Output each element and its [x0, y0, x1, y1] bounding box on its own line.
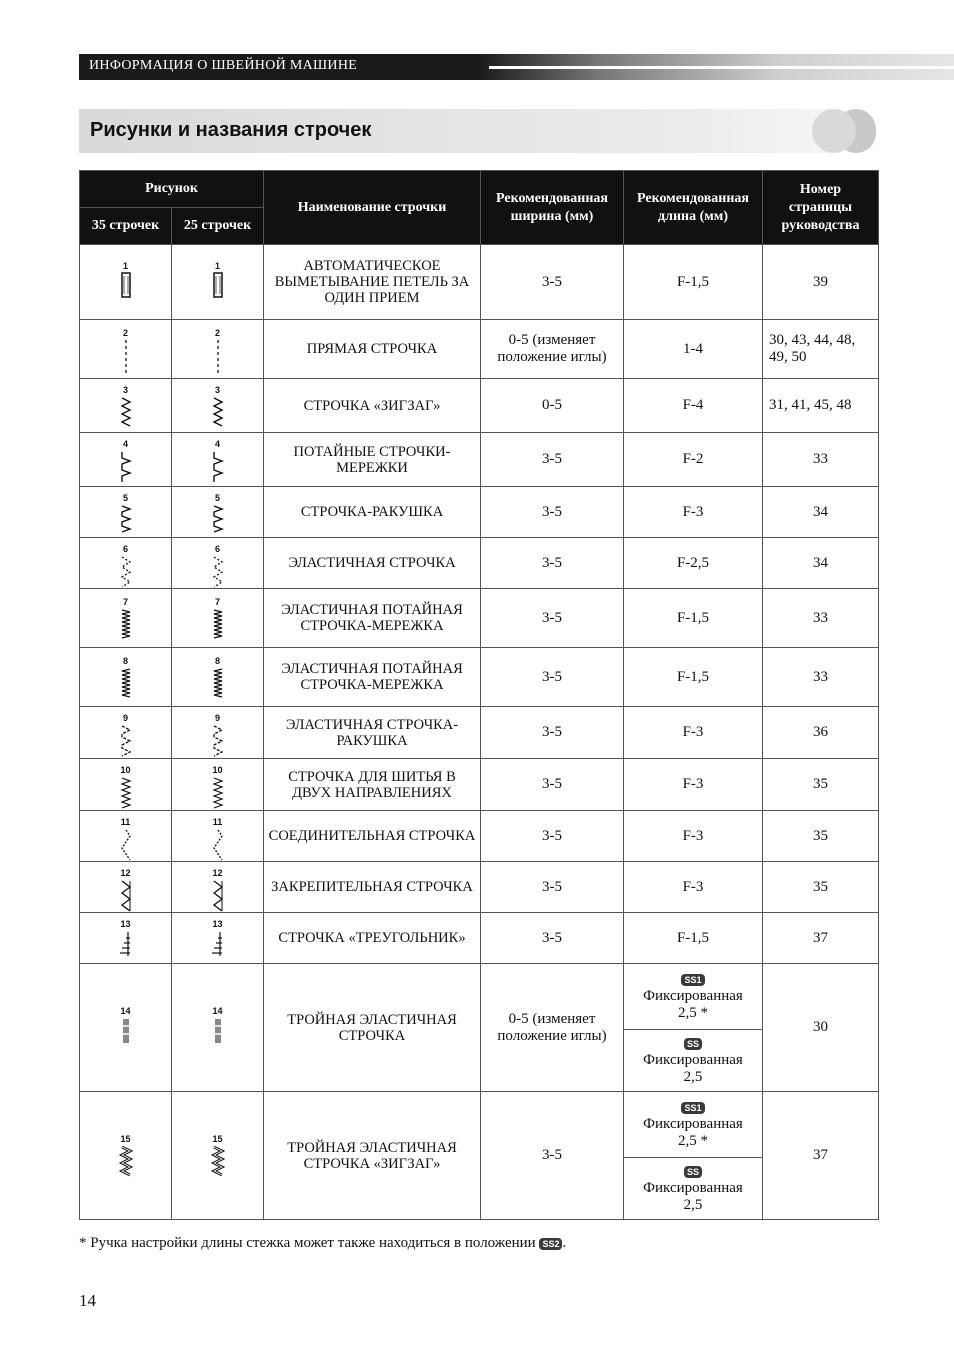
manual-page: 35 — [763, 862, 879, 913]
recommended-length: F-1,5 — [624, 245, 763, 320]
recommended-width: 3-5 — [481, 538, 624, 589]
stitch-number: 10 — [120, 765, 131, 775]
recommended-width: 0-5 (изменяет положение иглы) — [481, 964, 624, 1092]
recommended-width: 3-5 — [481, 759, 624, 811]
recommended-length-ss1 — [624, 964, 763, 1030]
stitch-picture-25 — [172, 379, 264, 433]
manual-page: 37 — [763, 913, 879, 964]
recommended-length: F-1,5 — [624, 589, 763, 648]
recommended-width: 3-5 — [481, 1092, 624, 1220]
fixed-length: Фиксированная 2,5 — [643, 1052, 743, 1085]
stitch-name: ЭЛАСТИЧНАЯ СТРОЧКА-РАКУШКА — [264, 707, 481, 759]
stitch-number: 3 — [214, 385, 220, 395]
stitch-number: 7 — [122, 597, 128, 607]
fixed-length: Фиксированная 2,5 — [643, 1180, 743, 1213]
recommended-width: 3-5 — [481, 487, 624, 538]
recommended-width: 0-5 (изменяет положение иглы) — [481, 320, 624, 379]
recommended-width: 3-5 — [481, 811, 624, 862]
stitch-number: 7 — [214, 597, 220, 607]
table-row — [80, 648, 879, 707]
stitch-number: 8 — [214, 656, 220, 666]
stitch-number: 6 — [122, 544, 128, 554]
header-rule — [489, 66, 954, 69]
manual-page: 34 — [763, 538, 879, 589]
stitch-number: 9 — [214, 713, 220, 723]
stitch-name: ЭЛАСТИЧНАЯ ПОТАЙНАЯ СТРОЧКА-МЕРЕЖКА — [264, 648, 481, 707]
stitch-number: 12 — [120, 868, 131, 878]
stitch-picture-35 — [80, 964, 172, 1092]
fixed-length: Фиксированная 2,5 * — [643, 1116, 743, 1149]
stitch-picture-25 — [172, 862, 264, 913]
stitch-name: СОЕДИНИТЕЛЬНАЯ СТРОЧКА — [264, 811, 481, 862]
stitch-name: СТРОЧКА «ТРЕУГОЛЬНИК» — [264, 913, 481, 964]
stitch-picture-25 — [172, 538, 264, 589]
header-length: Рекомендованная длина (мм) — [624, 171, 763, 245]
title-bar-decoration — [812, 109, 856, 153]
straight-stitch-icon — [211, 339, 225, 380]
stitch-picture-35 — [80, 648, 172, 707]
elastic-blind-hem-2-icon — [119, 667, 133, 708]
table-row — [80, 811, 879, 862]
section-header-band — [79, 54, 954, 80]
table-row — [80, 320, 879, 379]
header-page: Номер страницы руководства — [763, 171, 879, 245]
recommended-length: F-3 — [624, 707, 763, 759]
manual-page: 34 — [763, 487, 879, 538]
table-row — [80, 1092, 879, 1158]
stitch-number: 5 — [214, 493, 220, 503]
manual-page: 33 — [763, 589, 879, 648]
manual-page: 33 — [763, 648, 879, 707]
stitch-number: 1 — [122, 261, 128, 271]
manual-page: 30, 43, 44, 48, 49, 50 — [763, 320, 879, 379]
header-width: Рекомендованная ширина (мм) — [481, 171, 624, 245]
stitch-number: 13 — [120, 919, 131, 929]
recommended-length: F-3 — [624, 811, 763, 862]
elastic-blind-hem-icon — [119, 608, 133, 649]
header-picture: Рисунок — [80, 171, 264, 208]
triple-stretch-icon — [211, 1017, 225, 1058]
stitch-number: 5 — [122, 493, 128, 503]
stitch-picture-35 — [80, 433, 172, 487]
stitch-picture-35 — [80, 589, 172, 648]
stitch-number: 11 — [212, 817, 223, 827]
stitch-name: ТРОЙНАЯ ЭЛАСТИЧНАЯ СТРОЧКА — [264, 964, 481, 1092]
manual-page: 37 — [763, 1092, 879, 1220]
stitch-picture-25 — [172, 589, 264, 648]
recommended-width: 3-5 — [481, 589, 624, 648]
footnote-text: * Ручка настройки длины стежка может также находиться в положении — [79, 1235, 536, 1251]
elastic-blind-hem-2-icon — [211, 667, 225, 708]
ss1-badge: SS1 — [681, 974, 704, 986]
triple-zigzag-icon — [211, 1145, 225, 1186]
triple-zigzag-icon — [119, 1145, 133, 1186]
recommended-length-ss1 — [624, 1092, 763, 1158]
stitch-picture-35 — [80, 538, 172, 589]
stitch-picture-35 — [80, 862, 172, 913]
stitch-number: 4 — [122, 439, 128, 449]
fixed-length: Фиксированная 2,5 * — [643, 988, 743, 1021]
ss-badge: SS — [684, 1166, 702, 1178]
section-label: ИНФОРМАЦИЯ О ШВЕЙНОЙ МАШИНЕ — [89, 58, 358, 73]
stitch-picture-25 — [172, 487, 264, 538]
stitch-number: 10 — [212, 765, 223, 775]
stitch-picture-35 — [80, 759, 172, 811]
stitch-number: 9 — [122, 713, 128, 723]
stitch-number: 13 — [212, 919, 223, 929]
recommended-width: 3-5 — [481, 648, 624, 707]
stitch-number: 6 — [214, 544, 220, 554]
triple-stretch-icon — [119, 1017, 133, 1058]
table-row — [80, 433, 879, 487]
manual-page: 33 — [763, 433, 879, 487]
table-row — [80, 379, 879, 433]
stitch-number: 2 — [214, 328, 220, 338]
blind-hem-icon — [119, 450, 133, 491]
stitch-picture-35 — [80, 245, 172, 320]
stitch-picture-25 — [172, 811, 264, 862]
table-row — [80, 487, 879, 538]
table-row — [80, 589, 879, 648]
elastic-blind-hem-icon — [211, 608, 225, 649]
stitch-name: ЭЛАСТИЧНАЯ ПОТАЙНАЯ СТРОЧКА-МЕРЕЖКА — [264, 589, 481, 648]
recommended-length: F-2,5 — [624, 538, 763, 589]
manual-page: 31, 41, 45, 48 — [763, 379, 879, 433]
blind-hem-icon — [211, 450, 225, 491]
stitch-number: 4 — [214, 439, 220, 449]
stitch-picture-25 — [172, 433, 264, 487]
recommended-length-ss — [624, 1030, 763, 1092]
stitch-picture-25 — [172, 913, 264, 964]
manual-page: 39 — [763, 245, 879, 320]
stitch-number: 15 — [120, 1134, 131, 1144]
buttonhole-icon — [211, 272, 225, 313]
table-row — [80, 538, 879, 589]
stitch-name: СТРОЧКА ДЛЯ ШИТЬЯ В ДВУХ НАПРАВЛЕНИЯХ — [264, 759, 481, 811]
stitch-number: 8 — [122, 656, 128, 666]
stitch-number: 15 — [212, 1134, 223, 1144]
table-row — [80, 913, 879, 964]
ss1-badge: SS1 — [681, 1102, 704, 1114]
stitch-name: ПОТАЙНЫЕ СТРОЧКИ-МЕРЕЖКИ — [264, 433, 481, 487]
page-title: Рисунки и названия строчек — [90, 119, 372, 141]
stitch-picture-35 — [80, 811, 172, 862]
header-25: 25 строчек — [172, 208, 264, 245]
recommended-width: 0-5 — [481, 379, 624, 433]
recommended-length: F-2 — [624, 433, 763, 487]
stitch-picture-25 — [172, 759, 264, 811]
stitch-picture-25 — [172, 707, 264, 759]
recommended-length: F-1,5 — [624, 913, 763, 964]
header-name: Наименование строчки — [264, 171, 481, 245]
stitch-table — [79, 170, 879, 1220]
manual-page: 35 — [763, 811, 879, 862]
stitch-picture-25 — [172, 648, 264, 707]
recommended-width: 3-5 — [481, 245, 624, 320]
recommended-length: F-3 — [624, 487, 763, 538]
stitch-picture-35 — [80, 1092, 172, 1220]
table-row — [80, 759, 879, 811]
ss2-badge: SS2 — [539, 1238, 562, 1250]
recommended-width: 3-5 — [481, 862, 624, 913]
table-row — [80, 964, 879, 1030]
stitch-name: ТРОЙНАЯ ЭЛАСТИЧНАЯ СТРОЧКА «ЗИГЗАГ» — [264, 1092, 481, 1220]
recommended-width: 3-5 — [481, 707, 624, 759]
manual-page: 30 — [763, 964, 879, 1092]
table-row — [80, 707, 879, 759]
stitch-picture-25 — [172, 245, 264, 320]
page-number: 14 — [79, 1291, 96, 1310]
recommended-length-ss — [624, 1158, 763, 1220]
stitch-name: СТРОЧКА «ЗИГЗАГ» — [264, 379, 481, 433]
title-bar — [79, 109, 839, 153]
recommended-length: F-3 — [624, 862, 763, 913]
header-35: 35 строчек — [80, 208, 172, 245]
straight-stitch-icon — [119, 339, 133, 380]
manual-page: 36 — [763, 707, 879, 759]
stitch-name: АВТОМАТИЧЕСКОЕ ВЫМЕТЫВАНИЕ ПЕТЕЛЬ ЗА ОДИН ПРИЕМ — [264, 245, 481, 320]
zigzag-stitch-icon — [119, 396, 133, 437]
recommended-length: F-3 — [624, 759, 763, 811]
footnote-end: . — [562, 1235, 567, 1251]
stitch-picture-25 — [172, 320, 264, 379]
stitch-name: ЗАКРЕПИТЕЛЬНАЯ СТРОЧКА — [264, 862, 481, 913]
stitch-picture-35 — [80, 707, 172, 759]
recommended-length: 1-4 — [624, 320, 763, 379]
stitch-number: 3 — [122, 385, 128, 395]
stitch-number: 2 — [122, 328, 128, 338]
stitch-number: 11 — [120, 817, 131, 827]
manual-page: 35 — [763, 759, 879, 811]
stitch-number: 14 — [212, 1006, 223, 1016]
stitch-picture-25 — [172, 964, 264, 1092]
recommended-length: F-4 — [624, 379, 763, 433]
recommended-width: 3-5 — [481, 433, 624, 487]
stitch-picture-35 — [80, 913, 172, 964]
stitch-name: ЭЛАСТИЧНАЯ СТРОЧКА — [264, 538, 481, 589]
stitch-number: 12 — [212, 868, 223, 878]
recommended-width: 3-5 — [481, 913, 624, 964]
stitch-picture-35 — [80, 487, 172, 538]
table-row — [80, 245, 879, 320]
ss-badge: SS — [684, 1038, 702, 1050]
stitch-name: ПРЯМАЯ СТРОЧКА — [264, 320, 481, 379]
recommended-length: F-1,5 — [624, 648, 763, 707]
stitch-picture-25 — [172, 1092, 264, 1220]
buttonhole-icon — [119, 272, 133, 313]
stitch-number: 1 — [214, 261, 220, 271]
footnote — [79, 1235, 566, 1252]
table-row — [80, 862, 879, 913]
stitch-picture-35 — [80, 320, 172, 379]
zigzag-stitch-icon — [211, 396, 225, 437]
stitch-number: 14 — [120, 1006, 131, 1016]
stitch-picture-35 — [80, 379, 172, 433]
stitch-name: СТРОЧКА-РАКУШКА — [264, 487, 481, 538]
